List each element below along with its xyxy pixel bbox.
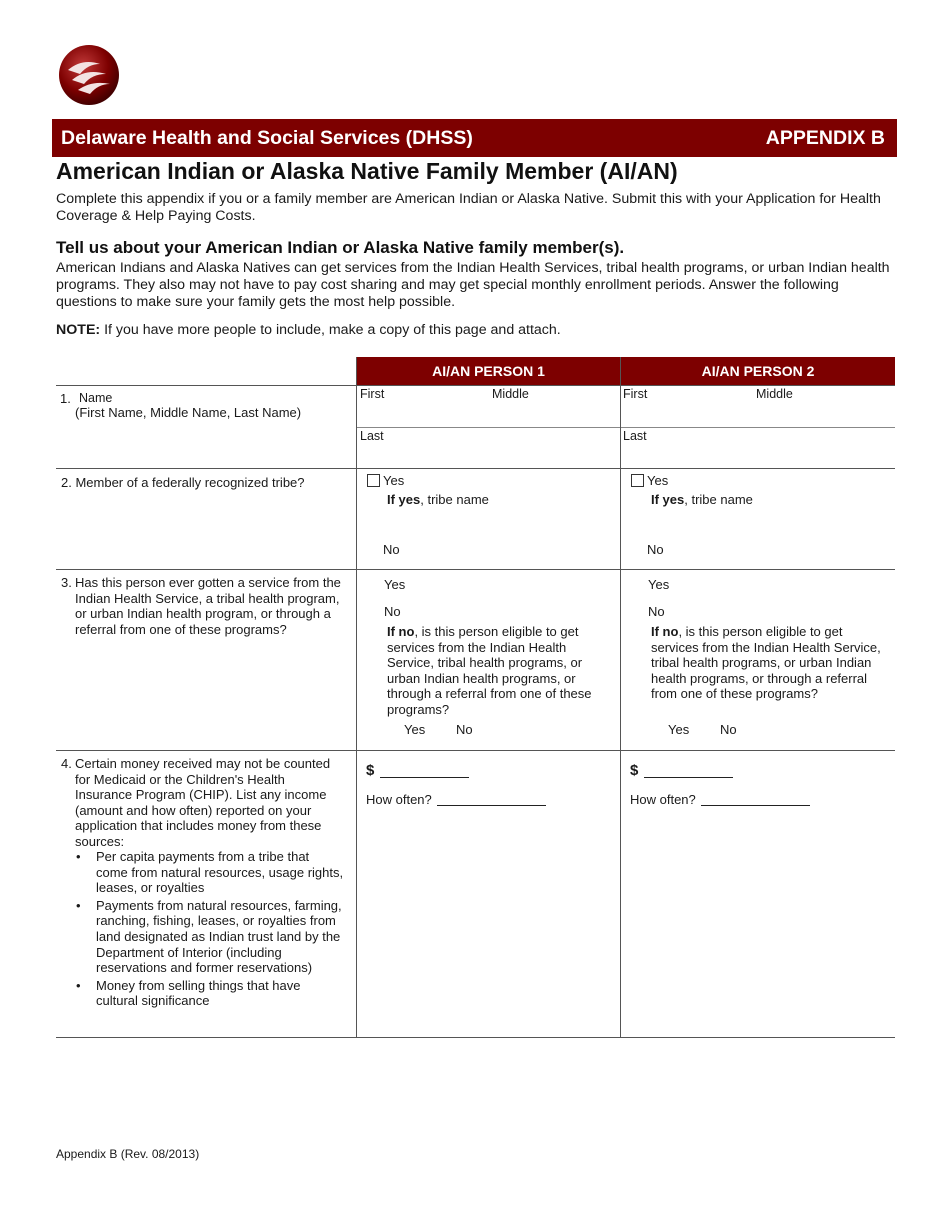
p1-tribe-name-label <box>387 492 489 508</box>
question-4-number: 4. <box>61 756 72 771</box>
p2-if-no-rest: , is this person eligible to get services from the Indian Health Service, tribal health programs, or urban Indian health programs, or through a referral from one of these programs? <box>651 624 881 701</box>
question-1-number: 1. <box>60 391 71 406</box>
column-divider <box>620 357 621 1037</box>
question-1-sub: (First Name, Middle Name, Last Name) <box>75 405 302 420</box>
organization-name: Delaware Health and Social Services (DHSS) <box>61 127 473 149</box>
p1-if-no-rest: , is this person eligible to get services from the Indian Health Service, tribal health programs, or urban Indian health programs, or through a referral from one of these programs? <box>387 624 592 717</box>
p2-middle-name-field[interactable]: Middle <box>756 387 793 401</box>
question-3-text: Has this person ever gotten a service from the Indian Health Service, a tribal health program, or urban Indian health program, or through a referral from one of these programs? <box>75 575 341 637</box>
p2-tribe-yes-label: Yes <box>647 473 669 488</box>
p2-dollar-sign: $ <box>630 762 639 779</box>
question-1-label: Name <box>79 391 113 405</box>
p1-eligible-no-option[interactable]: No <box>456 722 473 737</box>
p2-eligible-yes-option[interactable]: Yes <box>668 722 690 737</box>
p1-if-yes-rest: , tribe name <box>420 492 489 507</box>
row-divider <box>357 427 895 428</box>
p2-tribe-no-option[interactable]: No <box>647 542 664 557</box>
p2-tribe-name-label <box>651 492 753 508</box>
footer-revision: Appendix B (Rev. 08/2013) <box>56 1147 200 1161</box>
note-text <box>56 322 561 338</box>
row-divider <box>357 385 895 386</box>
income-source-2: Payments from natural resources, farming, ranching, fishing, leases, or royalties from land designated as Indian trust land by the Department of Interior (including reservations and former reservations) <box>96 897 342 976</box>
list-item <box>74 849 344 896</box>
p1-service-no-option[interactable]: No <box>384 604 401 619</box>
p1-if-yes-bold: If yes <box>387 492 421 507</box>
p2-last-name-field[interactable]: Last <box>623 429 647 443</box>
p1-how-often-label: How often? <box>366 792 432 807</box>
question-2: 2. Member of a federally recognized tribe? <box>61 475 305 490</box>
question-4-text: Certain money received may not be counted for Medicaid or the Children's Health Insurance Program (CHIP). List any income (amount and how often) reported on your application that includes money from these sources: <box>75 756 331 849</box>
page-title: American Indian or Alaska Native Family Member (AI/AN) <box>56 158 678 184</box>
p1-eligibility-question <box>387 624 615 717</box>
income-sources-list <box>74 849 344 1011</box>
list-item <box>74 898 344 976</box>
p1-how-often-field[interactable] <box>437 805 546 806</box>
p1-tribe-yes-checkbox[interactable] <box>367 474 380 487</box>
section-heading: Tell us about your American Indian or Alaska Native family member(s). <box>56 238 625 257</box>
question-3 <box>61 575 343 637</box>
p1-tribe-yes-label: Yes <box>383 473 405 488</box>
section-body: American Indians and Alaska Natives can get services from the Indian Health Services, tribal health programs, or urban Indian health programs. They also may not have to pay cost sharing and may get special monthly enrollment periods. Answer the following questions to make sure your family gets the most help possible. <box>56 260 890 310</box>
column-header-person-2: AI/AN PERSON 2 <box>621 357 895 385</box>
p1-service-yes-option[interactable]: Yes <box>384 577 406 592</box>
appendix-label: APPENDIX B <box>765 127 885 149</box>
income-source-3: Money from selling things that have cultural significance <box>96 977 301 1009</box>
p1-last-name-field[interactable]: Last <box>360 429 384 443</box>
p2-tribe-yes-checkbox[interactable] <box>631 474 644 487</box>
bullet-icon: • <box>76 897 81 913</box>
p1-middle-name-field[interactable]: Middle <box>492 387 529 401</box>
p2-amount-field[interactable] <box>644 777 733 778</box>
p2-eligibility-question <box>651 624 885 702</box>
bullet-icon: • <box>76 849 81 864</box>
row-divider <box>56 1037 895 1038</box>
p1-tribe-no-option[interactable]: No <box>383 542 400 557</box>
p2-if-yes-bold: If yes <box>651 492 685 507</box>
income-source-1: Per capita payments from a tribe that come from natural resources, usage rights, leases, or royalties <box>96 849 344 896</box>
header-banner <box>52 119 897 157</box>
p1-first-name-field[interactable]: First <box>360 387 385 401</box>
bullet-icon: • <box>76 977 81 993</box>
question-3-number: 3. <box>61 575 72 590</box>
p1-eligible-yes-option[interactable]: Yes <box>404 722 426 737</box>
row-divider <box>56 569 895 570</box>
list-item <box>74 978 344 1009</box>
p2-eligible-no-option[interactable]: No <box>720 722 737 737</box>
note-body: If you have more people to include, make a copy of this page and attach. <box>100 322 561 338</box>
column-divider <box>356 357 357 1037</box>
row-divider <box>56 385 357 386</box>
p2-if-yes-rest: , tribe name <box>684 492 753 507</box>
p1-dollar-sign: $ <box>366 762 375 779</box>
row-divider <box>56 468 895 469</box>
p2-how-often-label: How often? <box>630 792 696 807</box>
dhss-logo-icon <box>58 44 120 106</box>
p2-service-no-option[interactable]: No <box>648 604 665 619</box>
intro-text: Complete this appendix if you or a family member are American Indian or Alaska Native. Submit this with your Application for Health Coverage & Help Paying Costs. <box>56 191 881 224</box>
p2-if-no-bold: If no <box>651 624 679 639</box>
p2-service-yes-option[interactable]: Yes <box>648 577 670 592</box>
p1-amount-field[interactable] <box>380 777 469 778</box>
note-label: NOTE: <box>56 322 101 338</box>
column-header-person-1: AI/AN PERSON 1 <box>357 357 620 385</box>
question-4 <box>61 756 345 849</box>
row-divider <box>56 750 895 751</box>
p1-if-no-bold: If no <box>387 624 415 639</box>
p2-how-often-field[interactable] <box>701 805 810 806</box>
p2-first-name-field[interactable]: First <box>623 387 648 401</box>
